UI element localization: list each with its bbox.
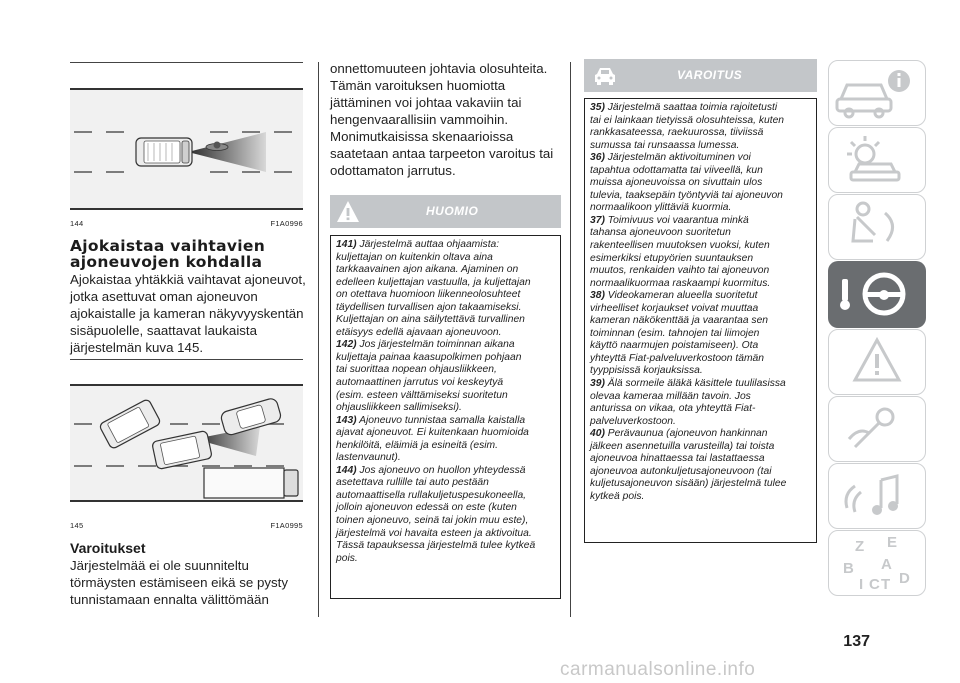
nav-tab-lights[interactable] xyxy=(828,127,926,193)
body-line: saatetaan antaa tarpeeton varoitus tai xyxy=(330,146,554,161)
warning-box xyxy=(584,98,817,543)
notice-item-number: 143) xyxy=(336,414,357,426)
warning-item-number: 37) xyxy=(590,214,605,226)
notice-line: kuljettajan on kuitenkin oltava aina xyxy=(336,251,493,263)
figure-144-code: F1A0996 xyxy=(270,219,303,228)
warning-line: Toimivuus voi vaarantua minkä xyxy=(607,214,749,226)
figure-145-number: 145 xyxy=(70,521,84,530)
nav-tab-emergency[interactable] xyxy=(828,329,926,395)
warning-line: käyttö naarmujen poistamiseen). Ota xyxy=(590,340,759,352)
figure-145 xyxy=(70,384,303,502)
notice-line: etäisyys edellä ajavaan ajoneuvoon. xyxy=(336,326,502,338)
warning-line: tai ei lainkaan tietyissä olosuhteissa, kuten xyxy=(590,114,785,126)
notice-line: automaattisella rullakuljetuspesukoneella, xyxy=(336,489,527,501)
nav-tab-safety[interactable] xyxy=(828,194,926,260)
figure-145-illustration xyxy=(70,384,303,502)
notice-line: automaattinen jarrutus voi keskeytyä xyxy=(336,377,504,389)
body-line: jättäminen voi johtaa vakaviin tai xyxy=(330,95,522,110)
notice-line: Kuljettajan on aina säilytettävä turvallinen xyxy=(336,314,525,326)
notice-line: ohjausliikkeen sallimiseksi). xyxy=(336,402,462,414)
notice-item xyxy=(336,415,556,465)
svg-text:I: I xyxy=(859,576,864,593)
notice-line: henkilöitä, eläimiä ja esineitä (esim. xyxy=(336,439,498,451)
warning-item xyxy=(590,428,812,503)
notice-line: Tässä tapauksessa järjestelmä tulee kytkeä xyxy=(336,540,536,552)
warning-line: sumussa tai runsaassa lumessa. xyxy=(590,139,740,151)
nav-tab-multimedia[interactable] xyxy=(828,463,926,529)
notice-line: täydellisen turvallisen ajon takaamiseksi. xyxy=(336,301,522,313)
notice-item xyxy=(336,465,556,565)
notice-line: Järjestelmä auttaa ohjaamista: xyxy=(359,239,500,250)
warning-item-number: 35) xyxy=(590,102,605,113)
watermark: carmanualsonline.info xyxy=(560,659,756,680)
body-line: Monimutkaisissa skenaarioissa xyxy=(330,129,514,144)
warning-line: normaalikuormaa raskaampi kuormitus. xyxy=(590,277,771,289)
heading-line: ajoneuvojen kohdalla xyxy=(70,253,263,271)
music-icon xyxy=(829,464,925,527)
lights-icon xyxy=(829,128,925,191)
warning-line: muissa ajoneuvoissa on sivuttain ulos xyxy=(590,177,763,189)
warning-title: VAROITUS xyxy=(677,68,743,82)
warning-line: jälkeen asennetuilla varusteilla) tai toista xyxy=(590,440,775,452)
body-line: ajokaistalle ja kameran näkyvyyskentän xyxy=(70,306,304,321)
section1-body xyxy=(70,271,310,356)
warning-line: virheelliset korjaukset voivat muuttaa xyxy=(590,302,759,314)
warning-item-number: 38) xyxy=(590,290,605,302)
column-divider xyxy=(570,62,571,617)
notice-line: Jos ajoneuvo on huollon yhteydessä xyxy=(359,464,526,476)
car-warning-icon xyxy=(592,64,618,88)
body-line: törmäysten estämiseen eikä se pysty xyxy=(70,575,289,590)
notice-box xyxy=(330,235,561,599)
figure-144-number: 144 xyxy=(70,219,84,228)
nav-tab-maintenance[interactable] xyxy=(828,396,926,462)
nav-tab-index[interactable] xyxy=(828,530,926,596)
notice-item-number: 144) xyxy=(336,464,357,476)
index-letters-icon xyxy=(829,531,925,594)
warning-line: kameran näkökenttää ja vaarantaa sen xyxy=(590,315,769,327)
notice-line: toinen ajoneuvo, seinä tai jokin muu este), xyxy=(336,515,529,527)
notice-line: pois. xyxy=(336,552,358,564)
warning-line: Järjestelmä saattaa toimia rajoitetusti xyxy=(607,102,778,113)
warning-line: tapahtua odottamatta tai viiveellä, kun xyxy=(590,164,763,176)
warning-box-header xyxy=(584,59,817,92)
col2-body-1 xyxy=(330,60,570,128)
warning-line: normaalikoon ylittäviä kuormia. xyxy=(590,202,732,214)
svg-text:D: D xyxy=(899,570,910,587)
notice-line: kuljettaja painaa kaasupolkimen pohjaan xyxy=(336,351,522,363)
top-rule xyxy=(70,62,303,63)
warning-item xyxy=(590,102,812,152)
warning-item xyxy=(590,152,812,215)
notice-line: tai suorittaa nopean ohjausliikkeen, xyxy=(336,364,497,376)
warning-item-number: 40) xyxy=(590,428,605,440)
col2-body-2 xyxy=(330,128,570,179)
figure-144-illustration xyxy=(70,88,303,210)
svg-text:C: C xyxy=(869,576,880,593)
warning-line: Järjestelmän aktivoituminen voi xyxy=(607,152,751,164)
warning-item xyxy=(590,378,812,428)
warning-line: kytkeä pois. xyxy=(590,490,645,502)
warning-triangle-icon xyxy=(336,199,360,224)
nav-tab-car-info[interactable] xyxy=(828,60,926,126)
warning-line: olevaa kameraa millään tavoin. Jos xyxy=(590,390,751,402)
notice-item xyxy=(336,239,556,339)
notice-line: on otettava huomioon liikenneolosuhteet xyxy=(336,289,521,301)
warning-line: muutos, renkaiden vaihto tai ajoneuvon xyxy=(590,265,770,277)
body-line: sisäpuolelle, saattavat laukaista xyxy=(70,323,258,338)
body-line: odottamaton jarrutus. xyxy=(330,163,456,178)
body-line: hengenvaarallisiin vammoihin. xyxy=(330,112,509,127)
svg-text:B: B xyxy=(843,560,854,577)
steering-wheel-icon xyxy=(828,261,926,328)
body-line: onnettomuuteen johtavia olosuhteita. xyxy=(330,61,548,76)
heading-line: Ajokaistaa vaihtavien xyxy=(70,237,266,255)
wrench-icon xyxy=(829,397,925,460)
warning-line: rankkasateessa, raekuurossa, tiiviissä xyxy=(590,127,764,139)
figure-144 xyxy=(70,88,303,210)
warning-line: esimerkiksi etupyörien suuntauksen xyxy=(590,252,754,264)
column-divider xyxy=(318,62,319,617)
warning-line: Videokameran alueella suoritetut xyxy=(607,290,758,302)
car-info-icon xyxy=(829,61,925,124)
warning-line: anturissa on vikaa, ota yhteyttä Fiat- xyxy=(590,403,756,415)
section-rule xyxy=(70,359,303,360)
nav-tab-driving[interactable] xyxy=(828,261,926,328)
svg-text:T: T xyxy=(881,576,891,593)
warning-line: yhteyttä Fiat-palveluverkostoon tämän xyxy=(590,352,764,364)
warning-line: kuljetusajoneuvon sisään) järjestelmä tulee xyxy=(590,478,787,490)
body-line: Järjestelmää ei ole suunniteltu xyxy=(70,558,249,573)
warning-item xyxy=(590,215,812,290)
seatbelt-icon xyxy=(829,195,925,258)
warning-line: tahansa ajoneuvoon suoritetun xyxy=(590,227,731,239)
notice-line: järjestelmä voi havaita esteen ja aktivoitua. xyxy=(336,527,532,539)
figure-145-code: F1A0995 xyxy=(270,521,303,530)
section2-body xyxy=(70,557,310,608)
notice-item-number: 142) xyxy=(336,339,357,351)
body-line: jotka asettuvat oman ajoneuvon xyxy=(70,289,258,304)
emergency-icon xyxy=(829,330,925,393)
page-number: 137 xyxy=(843,633,870,650)
notice-line: Ajoneuvo tunnistaa samalla kaistalla xyxy=(359,414,526,426)
warning-line: rakenteellisen muutoksen vuoksi, kuten xyxy=(590,240,770,252)
warning-line: Älä sormeile äläkä käsittele tuulilasissa xyxy=(607,378,786,390)
notice-line: (esim. esteen välttämiseksi suoritetun xyxy=(336,389,508,401)
warning-line: ajoneuvoa hinattaessa tai lastattaessa xyxy=(590,453,765,465)
warning-line: tulevia, taaksepäin työntyviä tai ajoneuvon xyxy=(590,189,783,201)
notice-line: Jos järjestelmän toiminnan aikana xyxy=(359,339,515,351)
warning-line: tyyppisissä korjauksissa. xyxy=(590,365,703,377)
svg-text:Z: Z xyxy=(855,538,865,555)
warning-line: palveluverkostoon. xyxy=(590,415,676,427)
notice-line: ajavat ajoneuvot. Ei kuitenkaan huomioida xyxy=(336,427,529,439)
notice-line: asetettava rullille tai auto pestään xyxy=(336,477,489,489)
body-line: Tämän varoituksen huomiotta xyxy=(330,78,506,93)
svg-text:E: E xyxy=(887,534,898,551)
notice-box-header xyxy=(330,195,561,228)
section-heading-warnings: Varoitukset xyxy=(70,540,146,556)
notice-item xyxy=(336,339,556,414)
svg-text:A: A xyxy=(881,556,892,573)
notice-line: jolloin ajoneuvon edessä on este (kuten xyxy=(336,502,517,514)
warning-item-number: 36) xyxy=(590,152,605,164)
warning-item-number: 39) xyxy=(590,378,605,390)
notice-line: tarkkaavainen ajon aikana. Ajaminen on xyxy=(336,264,519,276)
notice-line: lastenvaunut). xyxy=(336,452,401,464)
body-line: tunnistamaan ennalta välittömään xyxy=(70,592,269,607)
body-line: järjestelmän kuva 145. xyxy=(70,340,204,355)
notice-item-number: 141) xyxy=(336,239,357,250)
warning-line: Perävaunua (ajoneuvon hankinnan xyxy=(607,428,768,440)
warning-line: ajoneuvoa autonkuljetusajoneuvoon (tai xyxy=(590,465,772,477)
warning-line: toiminnan (esim. tahnojen tai liimojen xyxy=(590,327,760,339)
warning-item xyxy=(590,290,812,378)
section-heading-lane-change xyxy=(70,238,265,270)
notice-title: HUOMIO xyxy=(426,204,479,218)
body-line: Ajokaistaa yhtäkkiä vaihtavat ajoneuvot, xyxy=(70,272,306,287)
notice-line: edelleen kuljettajan vastuulla, ja kuljettajan xyxy=(336,276,531,288)
